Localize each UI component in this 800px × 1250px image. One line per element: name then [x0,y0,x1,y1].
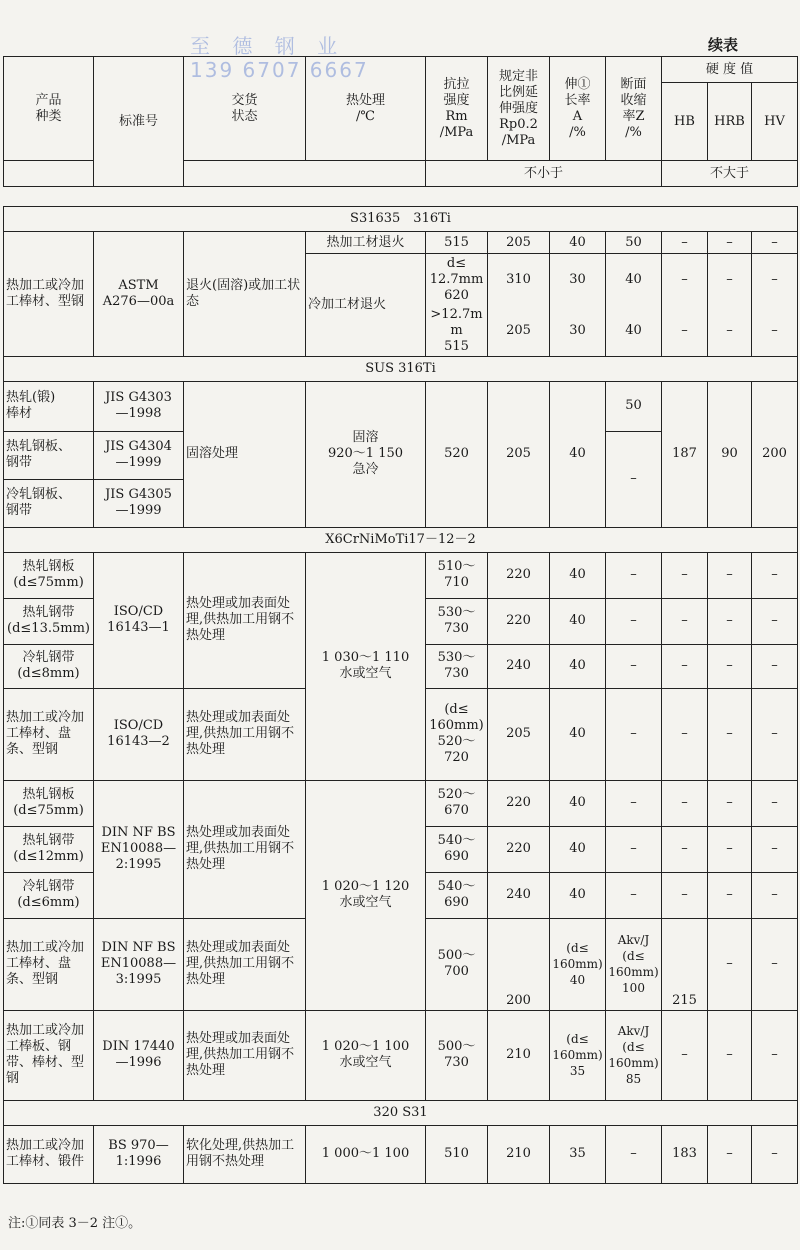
reduction: 50 [606,381,662,431]
proof: 220 [488,552,550,598]
hb: – [662,644,708,688]
header-blank [4,161,94,187]
elongation: 40 [550,232,606,254]
delivery-state: 热处理或加表面处理,供热加工用钢不热处理 [184,1010,306,1100]
reduction: – [606,826,662,872]
hb: – [662,688,708,780]
delivery-state: 热处理或加表面处理,供热加工用钢不热处理 [184,918,306,1010]
elongation: 40 [550,598,606,644]
proof: 205 [488,688,550,780]
col-hardness: 硬 度 值 [662,57,798,83]
product-type: 冷轧钢带 (d≤8mm) [4,644,94,688]
hrb: – [708,306,752,357]
elongation: (d≤ 160mm) 35 [550,1010,606,1100]
hb: – [662,826,708,872]
footnote: 注:①同表 3－2 注①。 [8,1216,142,1231]
standard-no: ASTM A276—00a [94,232,184,357]
elongation: 30 [550,306,606,357]
elongation: (d≤ 160mm) 40 [550,918,606,1010]
hv: – [752,918,798,1010]
delivery-state: 热处理或加表面处理,供热加工用钢不热处理 [184,688,306,780]
label-min: 不小于 [426,161,662,187]
hrb: – [708,254,752,306]
hb: – [662,780,708,826]
elongation: 35 [550,1125,606,1183]
hv: – [752,1125,798,1183]
watermark-name: 至 德 钢 业 [190,34,346,58]
tensile: 500～ 700 [426,918,488,1010]
col-heat: 热处理 /℃ [306,57,426,161]
col-proof: 规定非 比例延 伸强度 Rp0.2 /MPa [488,57,550,161]
hv: – [752,644,798,688]
reduction: – [606,644,662,688]
product-type: 热加工或冷加工棒材、锻件 [4,1125,94,1183]
hrb: – [708,1125,752,1183]
col-elongation: 伸① 长率 A /% [550,57,606,161]
reduction: – [606,552,662,598]
hv: – [752,306,798,357]
hrb: – [708,688,752,780]
elongation: 40 [550,872,606,918]
standard-no: ISO/CD 16143—2 [94,688,184,780]
standard-no: DIN NF BS EN10088— 2:1995 [94,780,184,918]
tensile: 540～ 690 [426,872,488,918]
tensile: 530～ 730 [426,598,488,644]
standard-no: DIN NF BS EN10088— 3:1995 [94,918,184,1010]
hrb: – [708,1010,752,1100]
hb: – [662,552,708,598]
product-type: 热轧钢板 (d≤75mm) [4,552,94,598]
hb: – [662,1010,708,1100]
heat-treatment: 热加工材退火 [306,232,426,254]
hrb: – [708,872,752,918]
hb: – [662,254,708,306]
section-title: S31635 316Ti [4,207,798,232]
elongation: 40 [550,780,606,826]
hv: – [752,254,798,306]
col-reduction: 断面 收缩 率Z /% [606,57,662,161]
col-hv: HV [752,83,798,161]
reduction: 40 [606,254,662,306]
col-hrb: HRB [708,83,752,161]
hv: – [752,780,798,826]
hv: – [752,688,798,780]
tensile: >12.7mm 515 [426,306,488,357]
hv: – [752,232,798,254]
hb: – [662,872,708,918]
proof: 240 [488,644,550,688]
elongation: 40 [550,826,606,872]
col-delivery: 交货 状态 [184,57,306,161]
tensile: 530～ 730 [426,644,488,688]
standard-no: BS 970— 1:1996 [94,1125,184,1183]
reduction: – [606,1125,662,1183]
heat-treatment: 固溶 920～1 150 急冷 [306,381,426,527]
proof: 210 [488,1125,550,1183]
hrb: – [708,232,752,254]
hb: 183 [662,1125,708,1183]
proof: 205 [488,306,550,357]
product-type: 热轧钢带 (d≤13.5mm) [4,598,94,644]
product-type: 热加工或冷加工棒材、盘条、型钢 [4,688,94,780]
tensile: 515 [426,232,488,254]
proof: 310 [488,254,550,306]
hrb: – [708,598,752,644]
section-title: SUS 316Ti [4,356,798,381]
col-tensile: 抗拉 强度 Rm /MPa [426,57,488,161]
hv: – [752,826,798,872]
standard-no: DIN 17440 —1996 [94,1010,184,1100]
proof: 220 [488,598,550,644]
section-title: X6CrNiMoTi17－12－2 [4,527,798,552]
reduction: – [606,598,662,644]
delivery-state: 热处理或加表面处理,供热加工用钢不热处理 [184,552,306,688]
impact-energy: Akv/J (d≤ 160mm) 100 [606,918,662,1010]
product-type: 热轧钢带 (d≤12mm) [4,826,94,872]
watermark-phone: 139 6707 6667 [190,58,369,82]
tensile: 520 [426,381,488,527]
col-product: 产品 种类 [4,57,94,161]
hrb: – [708,644,752,688]
tensile: 510～ 710 [426,552,488,598]
tensile: 500～ 730 [426,1010,488,1100]
tensile: 510 [426,1125,488,1183]
proof: 200 [488,918,550,1010]
hb: – [662,306,708,357]
product-type: 热加工或冷加工棒材、盘条、型钢 [4,918,94,1010]
proof: 205 [488,381,550,527]
elongation: 40 [550,644,606,688]
standard-no: JIS G4304 —1999 [94,431,184,479]
hv: – [752,872,798,918]
hv: 200 [752,381,798,527]
heat-treatment: 1 020～1 100 水或空气 [306,1010,426,1100]
product-type: 冷轧钢板、 钢带 [4,479,94,527]
hv: – [752,552,798,598]
standard-no: JIS G4303 —1998 [94,381,184,431]
proof: 220 [488,780,550,826]
hv: – [752,1010,798,1100]
hrb: – [708,552,752,598]
section-title: 320 S31 [4,1100,798,1125]
hb: 215 [662,918,708,1010]
col-standard: 标准号 [94,57,184,187]
delivery-state: 热处理或加表面处理,供热加工用钢不热处理 [184,780,306,918]
heat-treatment: 1 000～1 100 [306,1125,426,1183]
hrb: – [708,826,752,872]
product-type: 热加工或冷加工棒板、钢带、棒材、型钢 [4,1010,94,1100]
col-hb: HB [662,83,708,161]
impact-energy: Akv/J (d≤ 160mm) 85 [606,1010,662,1100]
hrb: – [708,918,752,1010]
elongation: 30 [550,254,606,306]
reduction: – [606,431,662,527]
hb: – [662,232,708,254]
tensile: d≤ 12.7mm 620 [426,254,488,306]
proof: 240 [488,872,550,918]
tensile: 520～ 670 [426,780,488,826]
proof: 210 [488,1010,550,1100]
product-type: 热轧钢板、 钢带 [4,431,94,479]
continued-label: 续表 [708,36,739,54]
reduction: – [606,780,662,826]
standard-no: ISO/CD 16143—1 [94,552,184,688]
header-blank [184,161,426,187]
hv: – [752,598,798,644]
tensile: 540～ 690 [426,826,488,872]
elongation: 40 [550,552,606,598]
hb: 187 [662,381,708,527]
reduction: – [606,688,662,780]
spacer [4,187,798,207]
tensile: (d≤ 160mm) 520～ 720 [426,688,488,780]
hrb: 90 [708,381,752,527]
heat-treatment: 冷加工材退火 [306,254,426,357]
elongation: 40 [550,381,606,527]
product-type: 冷轧钢带 (d≤6mm) [4,872,94,918]
delivery-state: 固溶处理 [184,381,306,527]
product-type: 热轧钢板 (d≤75mm) [4,780,94,826]
label-max: 不大于 [662,161,798,187]
steel-properties-table [3,56,798,1184]
product-type: 热轧(锻) 棒材 [4,381,94,431]
delivery-state: 退火(固溶)或加工状态 [184,232,306,357]
reduction: 40 [606,306,662,357]
proof: 220 [488,826,550,872]
elongation: 40 [550,688,606,780]
hrb: – [708,780,752,826]
standard-no: JIS G4305 —1999 [94,479,184,527]
hb: – [662,598,708,644]
reduction: – [606,872,662,918]
heat-treatment: 1 020～1 120 水或空气 [306,780,426,1010]
reduction: 50 [606,232,662,254]
proof: 205 [488,232,550,254]
heat-treatment: 1 030～1 110 水或空气 [306,552,426,780]
delivery-state: 软化处理,供热加工用钢不热处理 [184,1125,306,1183]
product-type: 热加工或冷加工棒材、型钢 [4,232,94,357]
